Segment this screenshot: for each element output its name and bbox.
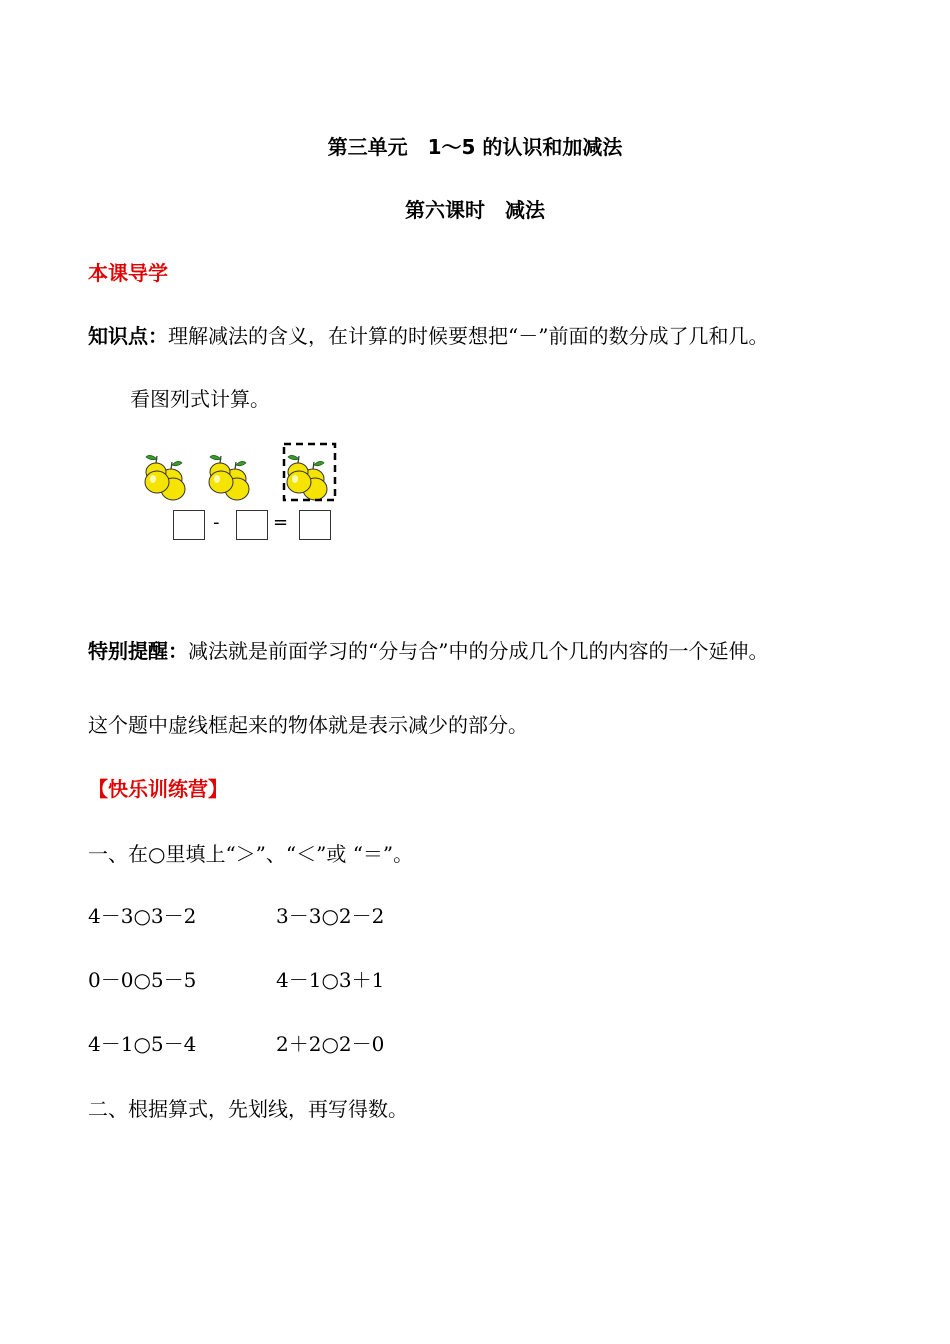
question-1-prompt: 一、在○里填上“＞”、“＜”或 “＝”。 bbox=[88, 842, 414, 866]
knowledge-text: 理解减法的含义，在计算的时候要想把“－”前面的数分成了几和几。 bbox=[168, 324, 769, 348]
instruction-text: 看图列式计算。 bbox=[130, 387, 270, 411]
equals-sign: = bbox=[273, 512, 289, 533]
pear-figure bbox=[140, 440, 350, 550]
reminder-text: 减法就是前面学习的“分与合”中的分成几个几的内容的一个延伸。 bbox=[188, 639, 769, 663]
section-guide-label: 本课导学 bbox=[88, 261, 168, 285]
q1-row-2-left: 0－0○5－5 bbox=[88, 968, 197, 992]
pear-group-3 bbox=[287, 455, 327, 500]
answer-box-1[interactable] bbox=[173, 510, 205, 540]
pear-group-2 bbox=[209, 455, 249, 500]
answer-box-3[interactable] bbox=[299, 510, 331, 540]
section-practice-label: 【快乐训练营】 bbox=[88, 777, 228, 801]
reminder-label: 特别提醒： bbox=[88, 639, 188, 663]
question-2-prompt: 二、根据算式，先划线，再写得数。 bbox=[88, 1097, 408, 1121]
knowledge-label: 知识点： bbox=[88, 324, 168, 348]
knowledge-point bbox=[88, 320, 768, 349]
answer-box-2[interactable] bbox=[236, 510, 268, 540]
reminder bbox=[88, 635, 768, 664]
q1-row-1-left: 4－3○3－2 bbox=[88, 904, 197, 928]
q1-row-3-right: 2＋2○2－0 bbox=[276, 1032, 385, 1056]
unit-title: 第三单元 1～5 的认识和加减法 bbox=[327, 135, 623, 159]
pear-group-1 bbox=[145, 455, 185, 500]
reminder-note: 这个题中虚线框起来的物体就是表示减少的部分。 bbox=[88, 713, 528, 737]
q1-row-1-right: 3－3○2－2 bbox=[276, 904, 385, 928]
minus-sign: - bbox=[213, 512, 220, 533]
q1-row-3-left: 4－1○5－4 bbox=[88, 1032, 197, 1056]
lesson-title: 第六课时 减法 bbox=[405, 198, 545, 222]
q1-row-2-right: 4－1○3＋1 bbox=[276, 968, 385, 992]
